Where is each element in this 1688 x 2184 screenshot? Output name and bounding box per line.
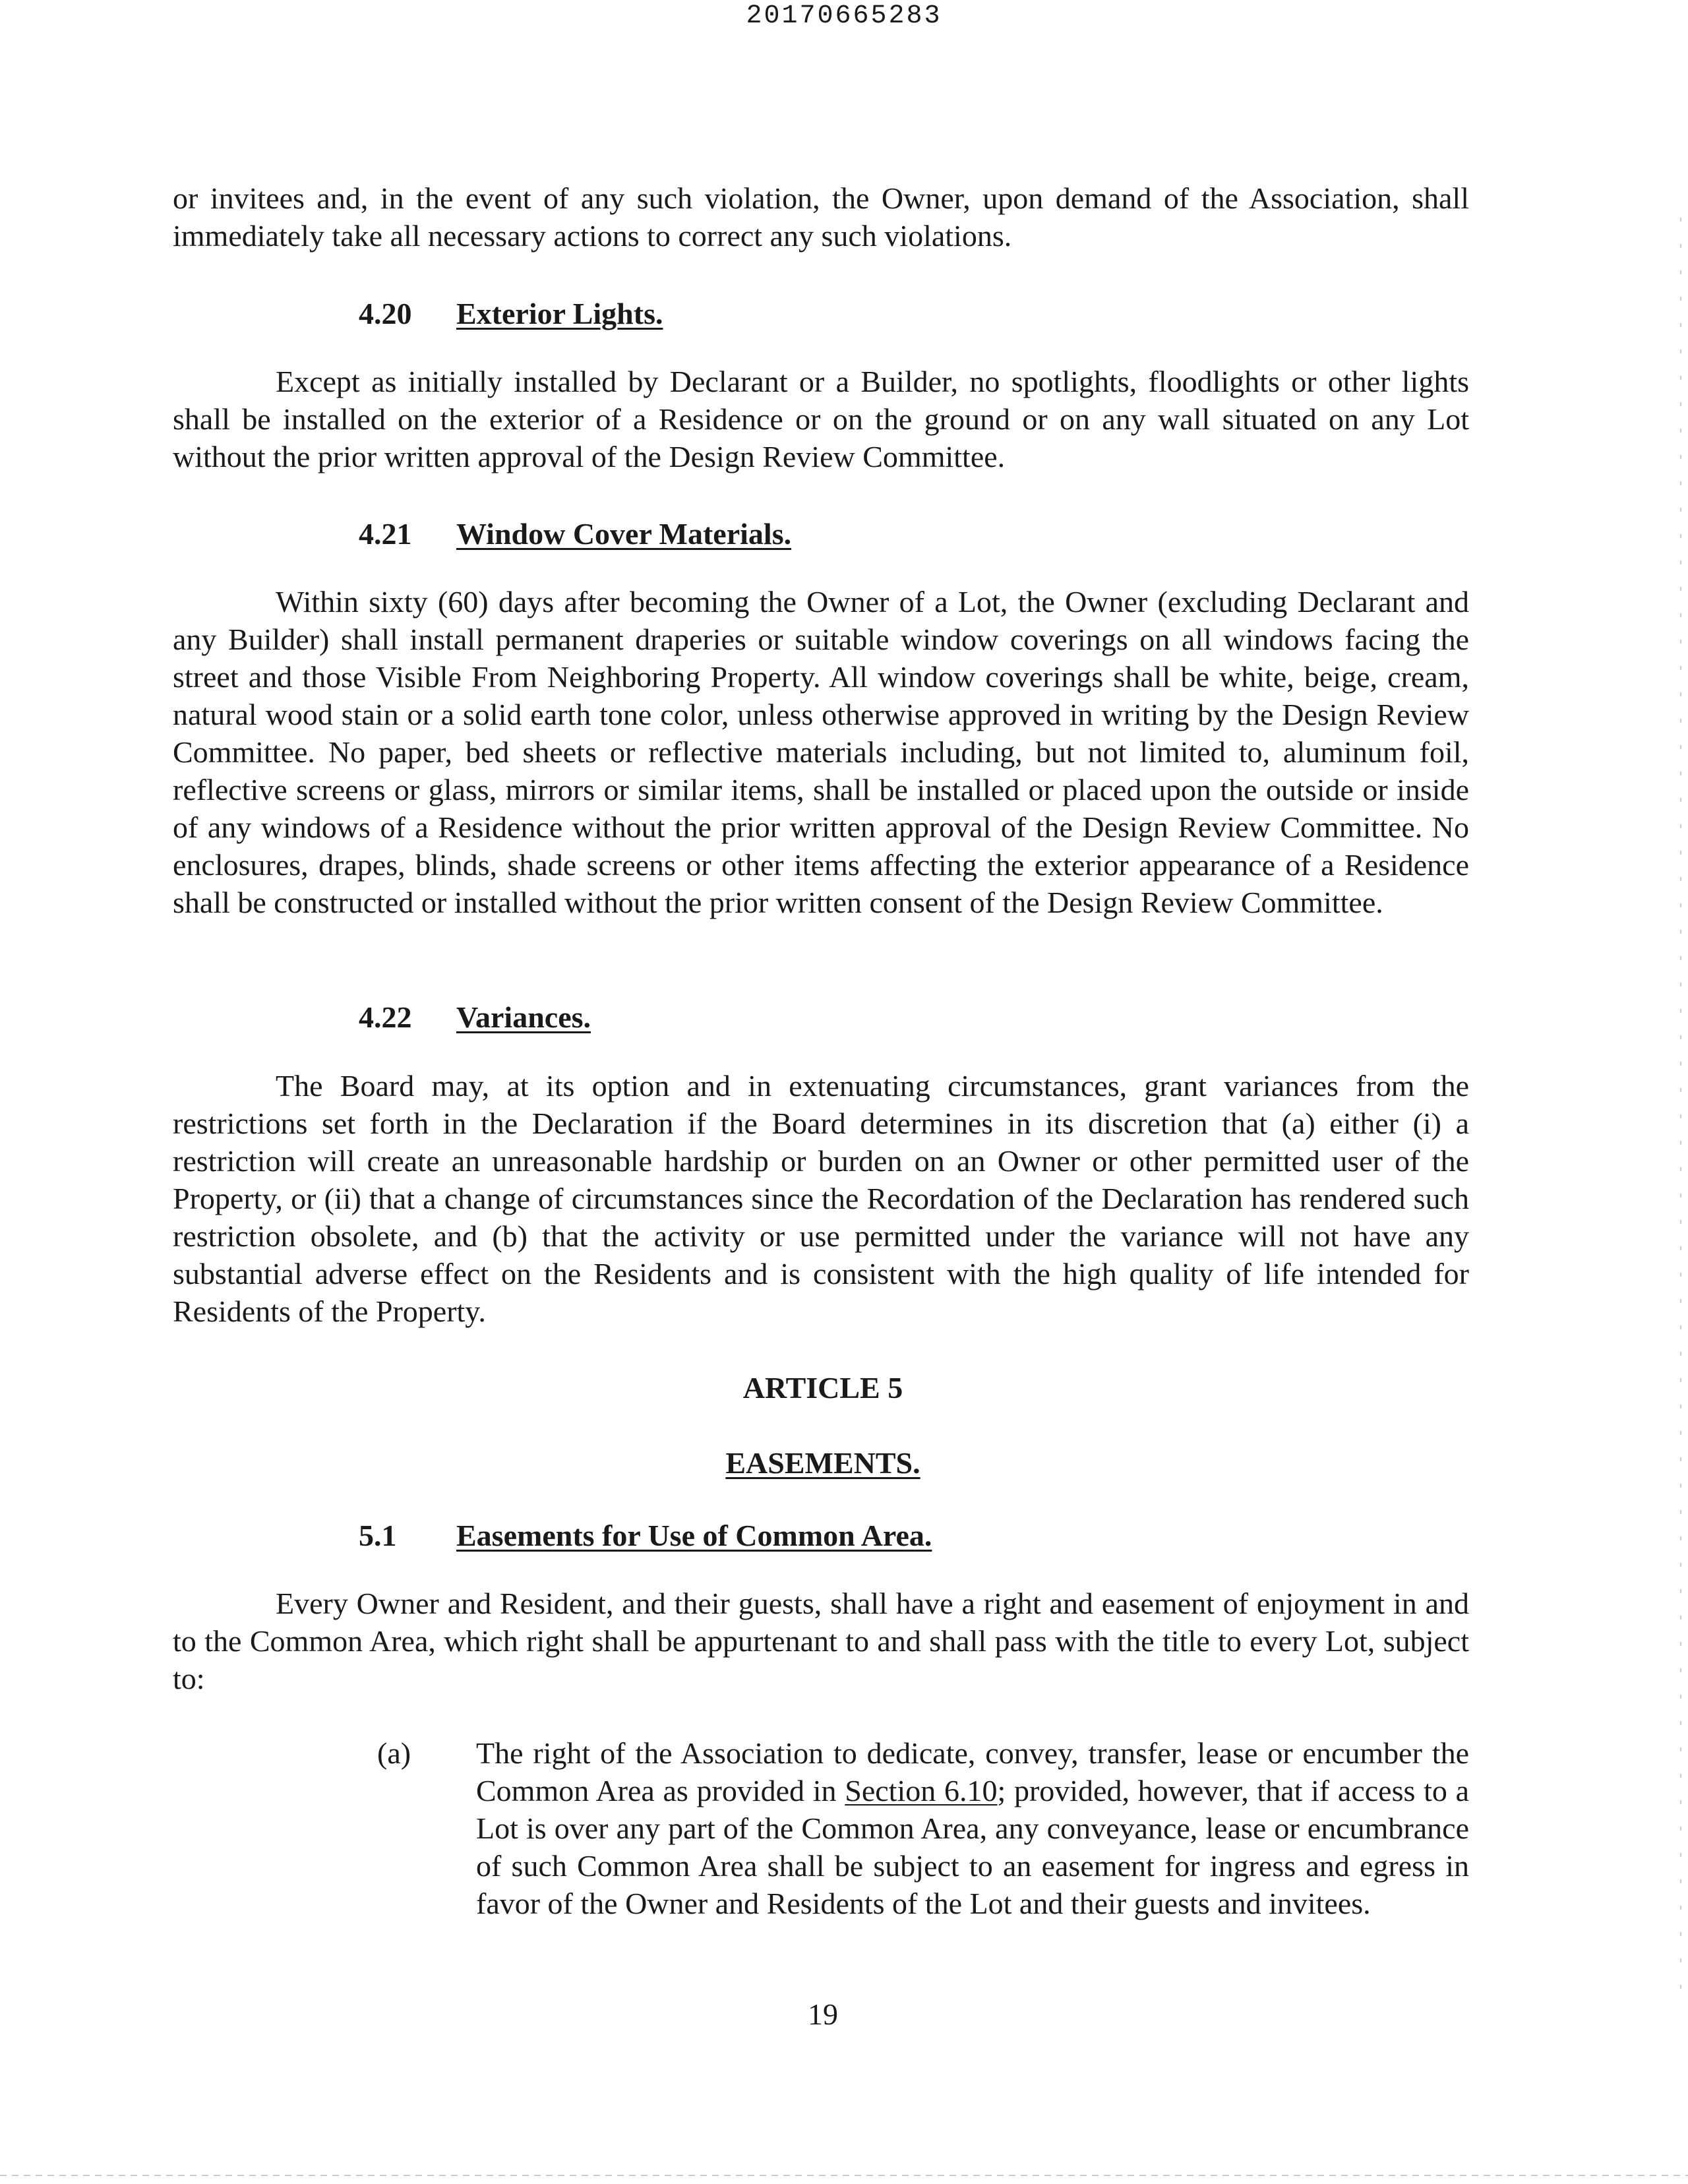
document-number: 20170665283 (746, 1, 942, 31)
section-heading-4-20 (359, 295, 663, 332)
section-number: 4.21 (359, 517, 412, 551)
page-number: 19 (808, 1997, 838, 2031)
section-body-4-21: Within sixty (60) days after becoming the Owner of a Lot, the Owner (excluding Declarant and any Builder) shall install permanent draperies or suitable window coverings on all windows facing the street and those Visible From Neighboring Property. All window coverings shall be white, beige, cream, natural wood stain or a solid earth tone color, unless otherwise approved in writing by the Design Review Committee. No paper, bed sheets or reflective materials including, but not limited to, aluminum foil, reflective screens or glass, mirrors or similar items, shall be installed or placed upon the outside or inside of any windows of a Residence without the prior written approval of the Design Review Committee. No enclosures, drapes, blinds, shade screens or other items affecting the exterior appearance of a Residence shall be constructed or installed without the prior written consent of the Design Review Committee. (173, 585, 1469, 919)
section-body-4-20: Except as initially installed by Declarant or a Builder, no spotlights, floodlights or other lights shall be installed on the exterior of a Residence or on the ground or on any wall situated on any Lot without the prior written approval of the Design Review Committee. (173, 365, 1469, 473)
scan-bottom-artifact (0, 2175, 1688, 2176)
section-title: Exterior Lights. (456, 297, 663, 330)
section-title: Easements for Use of Common Area. (456, 1519, 932, 1552)
section-reference-link[interactable]: Section 6.10 (845, 1774, 998, 1807)
scan-edge-artifact (1680, 218, 1681, 1998)
section-body-5-1: Every Owner and Resident, and their guests, shall have a right and easement of enjoyment in and to the Common Area, which right shall be appurtenant to and shall pass with the title to every Lot, subject to: (173, 1587, 1469, 1695)
list-item-text (476, 1734, 1469, 1922)
section-number: 5.1 (359, 1519, 397, 1552)
list-item-text-after: ; provided, however, that if access to a Lot is over any part of the Common Area, any conveyance, lease or encumbrance of such Common Area shall be subject to an easement for ingress and egress in favor of the Owner and Residents of the Lot and their guests and invitees. (476, 1774, 1469, 1920)
list-item-text-before: The right of the Association to dedicate, convey, transfer, lease or encumber the Common Area as provided in (476, 1736, 1469, 1807)
section-title: Window Cover Materials. (456, 517, 792, 551)
section-heading-5-1 (359, 1517, 932, 1554)
article-label: ARTICLE 5 (742, 1371, 903, 1405)
section-body-4-22: The Board may, at its option and in extenuating circumstances, grant variances from the restrictions set forth in the Declaration if the Board determines in its discretion that (a) either (i) a restriction will create an unreasonable hardship or burden on an Owner or other permitted user of the Property, or (ii) that a change of circumstances since the Recordation of the Declaration has rendered such restriction obsolete, and (b) that the activity or use permitted under the variance will not have any substantial adverse effect on the Residents and is consistent with the high quality of life intended for Residents of the Property. (173, 1069, 1469, 1328)
section-number: 4.22 (359, 1000, 412, 1034)
section-heading-4-22 (359, 998, 591, 1036)
continuation-paragraph: or invitees and, in the event of any such violation, the Owner, upon demand of the Association, shall immediately take all necessary actions to correct any such violations. (173, 181, 1469, 253)
section-title: Variances. (456, 1000, 591, 1034)
article-title-text: EASEMENTS. (725, 1446, 920, 1480)
article-title (0, 1444, 1646, 1482)
list-item-marker: (a) (377, 1736, 411, 1770)
section-number: 4.20 (359, 297, 412, 330)
section-heading-4-21 (359, 515, 791, 553)
